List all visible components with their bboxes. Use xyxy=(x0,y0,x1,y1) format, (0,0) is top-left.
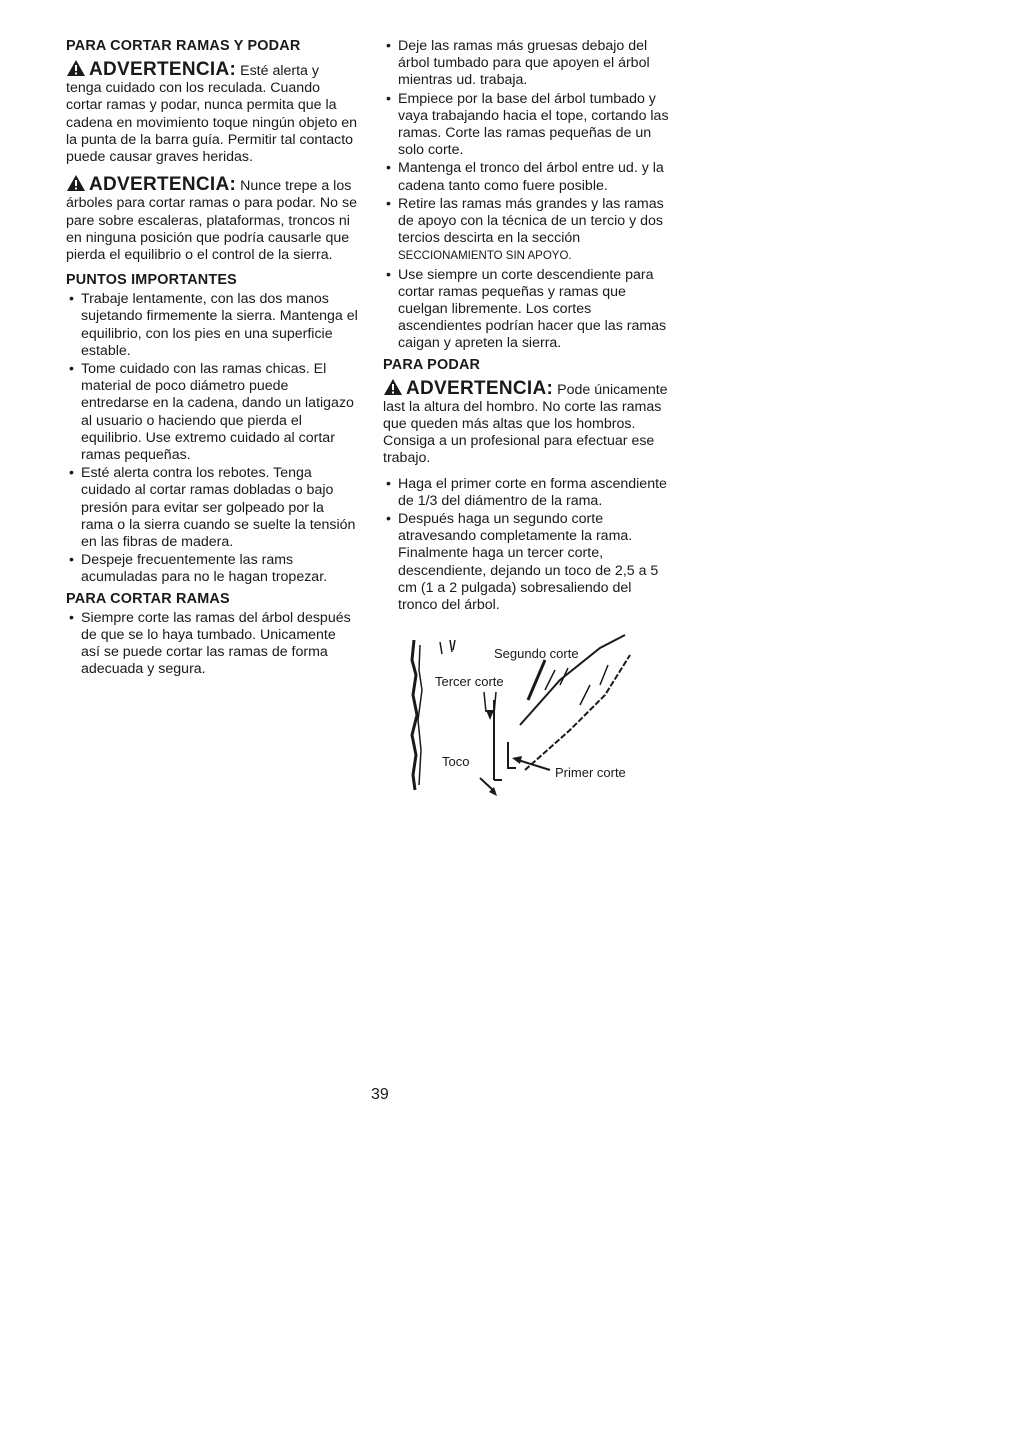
stub-outline xyxy=(494,700,502,780)
label-toco: Toco xyxy=(442,754,470,769)
page-number: 39 xyxy=(371,1086,389,1103)
list-item-text: Retire las ramas más grandes y las ramas de apoyo con la técnica de un tercio y dos tercios descirta en la sección xyxy=(398,195,664,247)
warning-text: Esté alerta y tenga cuidado con los reculada. Cuando cortar ramas y podar, nunca permita que la cadena en movimiento toque ningún objeto en la punta de la barra guía. Permitir tal contacto puede causar graves heridas. xyxy=(66,63,358,166)
list-item: • Trabaje lentamente, con las dos manos sujetando firmemente la sierra. Mantenga el equilibrio, con los pies en una superficie estable. xyxy=(66,291,358,360)
list-item: • Siempre corte las ramas del árbol después de que se lo haya tumbado. Unicamente así se puede cortar las ramas de forma adecuada y segura. xyxy=(66,610,358,679)
heading-para-podar: PARA PODAR xyxy=(383,356,481,373)
warning-podar xyxy=(383,378,673,468)
heading-puntos-importantes: PUNTOS IMPORTANTES xyxy=(66,272,237,289)
list-item: • Después haga un segundo corte atravesando completamente la rama. Finalmente haga un tercer corte, descendiente, dejando un toco de 2,5 a 5 cm (1 a 2 pulgada) sobresaliendo del tronco del árbol. xyxy=(383,511,673,614)
list-item: • Despeje frecuentemente las rams acumuladas para no le hagan tropezar. xyxy=(66,552,358,586)
section-reference: SECCIONAMIENTO SIN APOYO. xyxy=(398,250,572,263)
third-cut-arrowhead xyxy=(486,710,494,720)
warning-label: ADVERTENCIA: xyxy=(89,59,237,80)
label-primer-corte: Primer corte xyxy=(555,765,626,780)
list-item: • Haga el primer corte en forma ascendiente de 1/3 del diámentro de la rama. xyxy=(383,476,673,510)
list-item: • Tome cuidado con las ramas chicas. El material de poco diámetro puede entredarse en la cadena, dando un latigazo al usuario o haciendo que pierda el equilibrio. Use extremo cuidado al cortar ramas pequeñas. xyxy=(66,361,358,464)
warning-icon xyxy=(66,174,86,192)
list-item xyxy=(383,196,673,266)
list-item: • Mantenga el tronco del árbol entre ud. y la cadena tanto como fuere posible. xyxy=(383,160,673,194)
warning-label: ADVERTENCIA: xyxy=(89,174,237,196)
list-item: • Empiece por la base del árbol tumbado y vaya trabajando hacia el tope, cortando las ramas. Corte las ramas pequeñas de un solo corte. xyxy=(383,91,673,160)
heading-para-cortar-ramas-y-podar: PARA CORTAR RAMAS Y PODAR xyxy=(66,38,301,54)
cortar-ramas-continued-list xyxy=(383,38,673,353)
heading-para-cortar-ramas: PARA CORTAR RAMAS xyxy=(66,590,230,607)
warning-icon xyxy=(66,59,86,77)
right-column xyxy=(383,38,673,618)
tree-trunk xyxy=(412,640,417,790)
warning-icon xyxy=(383,378,403,396)
first-cut-notch xyxy=(508,742,516,768)
list-item: • Use siempre un corte descendiente para cortar ramas pequeñas y ramas que cuelgan libremente. Los cortes ascendientes podrían hacer que las ramas caigan y apreten la sierra. xyxy=(383,267,673,353)
warning-text: Pode únicamente last la altura del hombro. No corte las ramas que queden más altas que los hombros. Consiga a un profesional para efectuar ese trabajo. xyxy=(383,381,668,467)
puntos-importantes-list xyxy=(66,291,358,586)
left-column xyxy=(66,38,358,683)
label-segundo-corte: Segundo corte xyxy=(494,646,579,661)
pruning-cuts-diagram xyxy=(400,630,650,800)
trunk-marks xyxy=(440,640,455,654)
label-tercer-corte: Tercer corte xyxy=(435,674,504,689)
list-item: • Deje las ramas más gruesas debajo del árbol tumbado para que apoyen el árbol mientras ud. trabaja. xyxy=(383,38,673,90)
warning-no-trepar xyxy=(66,174,358,264)
warning-label: ADVERTENCIA: xyxy=(406,377,554,399)
list-item: • Esté alerta contra los rebotes. Tenga cuidado al cortar ramas dobladas o bajo presión para evitar ser golpeado por la rama o la sierra cuando se suelte la tensión en las fibras de madera. xyxy=(66,465,358,551)
warning-reculada xyxy=(66,59,358,166)
tree-trunk-bark xyxy=(418,645,422,785)
second-cut-arrow xyxy=(528,660,545,700)
primer-pointer-head xyxy=(512,756,522,764)
podar-list xyxy=(383,476,673,615)
warning-text: Nunce trepe a los árboles para cortar ramas o para podar. No se pare sobre escaleras, plataformas, troncos ni en ninguna posición que podría causarle que pierda el equilibrio o el control de la sierra. xyxy=(66,178,357,264)
cortar-ramas-list xyxy=(66,610,358,679)
